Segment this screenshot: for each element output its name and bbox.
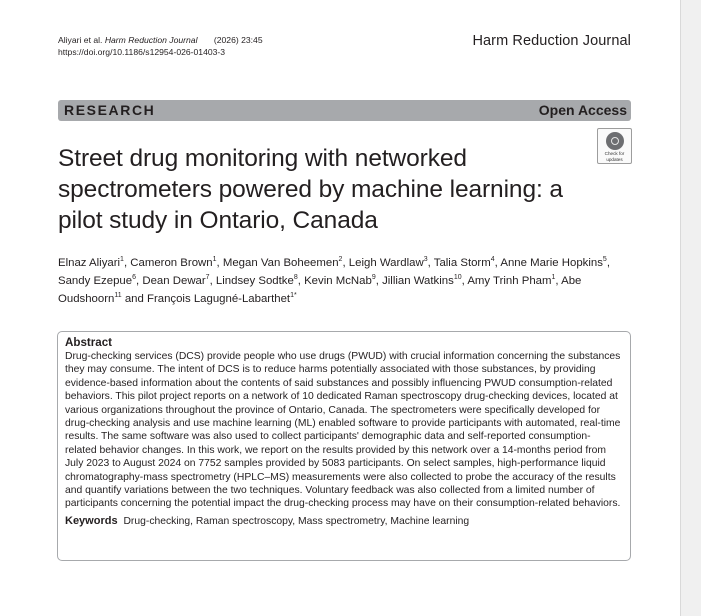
badge-line-2: updates: [606, 157, 623, 162]
author-affiliation: 9: [371, 274, 376, 282]
author-affiliation: 5: [602, 256, 607, 264]
citation-block: [58, 35, 263, 58]
author-affiliation: 1: [120, 256, 124, 264]
author-name[interactable]: Abe Oudshoorn: [58, 275, 582, 306]
author-name[interactable]: Kevin McNab: [304, 275, 372, 288]
author-name[interactable]: Elnaz Aliyari: [58, 257, 121, 269]
author-name[interactable]: Anne Marie Hopkins: [500, 257, 603, 269]
citation-year-volume: (2026) 23:45: [213, 35, 263, 45]
author-affiliation: 3: [423, 256, 428, 264]
citation-authors: Aliyari et al.: [58, 35, 103, 45]
keywords-list: Drug-checking, Raman spectroscopy, Mass spectrometry, Machine learning: [123, 515, 470, 527]
author-name[interactable]: Megan Van Boheemen: [222, 257, 339, 269]
keywords-label: Keywords: [65, 514, 118, 527]
badge-line-1: Check for: [604, 151, 625, 156]
author-name[interactable]: Dean Dewar: [142, 275, 206, 288]
article-type-bar: [58, 100, 631, 121]
author-affiliation: 1: [212, 256, 217, 264]
abstract-text: Drug-checking services (DCS) provide people who use drugs (PWUD) with crucial information concerning the substances they may consume. The intent of DCS is to reduce harms potentially associated with those substances, by providing evidence-based information about the contents of said substances and possibly influencing PWUD consumption-related behaviors. This pilot project reports on a network of 10 dedicated Raman spectroscopy drug-checking devices, located at various organizations throughout the province of Ontario, Canada. The spectrometers were specifically developed for drug-checking analysis and use machine learning (ML) enabled software to provide participants with automated, real-time results. The same software was also used to collect participants' demographic data and self-reported consumption-related behavior changes. In this work, we report on the results provided by this network over a 14-months period from July 2023 to August 2024 on 7752 samples provided by 5083 participants. On select samples, high-performance liquid chromatography-mass spectrometry (HPLC–MS) measurements were also collected to probe the accuracy of the results and quantify variations between the two techniques. Voluntary feedback was also collected from a limited number of participants concerning the potential impact the drug-checking process may have on their consumption-related behaviors.: [65, 351, 621, 510]
journal-name: Harm Reduction Journal: [472, 33, 631, 49]
author-name[interactable]: Jillian Watkins: [382, 275, 454, 288]
author-name[interactable]: Leigh Wardlaw: [348, 257, 424, 269]
doi-link[interactable]: https://doi.org/10.1186/s12954-026-01403-3: [58, 46, 226, 57]
check-updates-icon: [606, 132, 624, 150]
keywords-line: [65, 515, 622, 528]
author-affiliation: 4: [490, 256, 495, 264]
author-affiliation: 11: [114, 292, 122, 300]
author-affiliation: 8: [293, 274, 298, 282]
check-for-updates-button[interactable]: [597, 128, 632, 164]
viewer-page-edge: [680, 0, 701, 616]
author-affiliation: 1*: [290, 292, 297, 300]
author-name[interactable]: Lindsey Sodtke: [215, 275, 294, 288]
author-list: Elnaz Aliyari$^1$, Cameron Brown$^1$, Megan Van Boheemen$^2$, Leigh Wardlaw$^3$, Talia Storm$^4$, Anne Marie Hopkins$^5$, Sandy Ezepue$^6$, Dean Dewar$^7$, Lindsey Sodtke$^8$, Kevin McNab$^9$, Jillian Watkins$^{10}$, Amy Trinh Pham$^1$, Abe Oudshoorn$^{11}$ and François Lagugné-Labarthet$^{1*}$: [58, 256, 610, 306]
author-name[interactable]: Sandy Ezepue: [58, 275, 133, 288]
article-title: Street drug monitoring with networked spectrometers powered by machine learning: a pilot study in Ontario, Canada: [58, 145, 563, 234]
author-join-word: and: [124, 293, 147, 306]
abstract-heading: Abstract: [65, 336, 113, 349]
author-affiliation: 10: [453, 274, 462, 282]
author-affiliation: 7: [205, 274, 210, 282]
author-affiliation: 1: [551, 274, 556, 282]
author-affiliation: 2: [338, 256, 343, 264]
open-access-label: Open Access: [538, 102, 627, 118]
author-name[interactable]: Cameron Brown: [130, 257, 213, 269]
article-type-label: RESEARCH: [64, 102, 156, 118]
author-name[interactable]: Talia Storm: [433, 257, 491, 269]
author-name[interactable]: François Lagugné-Labarthet: [146, 293, 291, 306]
citation-journal: Harm Reduction Journal: [104, 35, 198, 45]
author-affiliation: 6: [132, 274, 137, 282]
abstract-box: [57, 331, 631, 561]
citation-line: [58, 35, 263, 47]
author-name[interactable]: Amy Trinh Pham: [467, 275, 552, 288]
